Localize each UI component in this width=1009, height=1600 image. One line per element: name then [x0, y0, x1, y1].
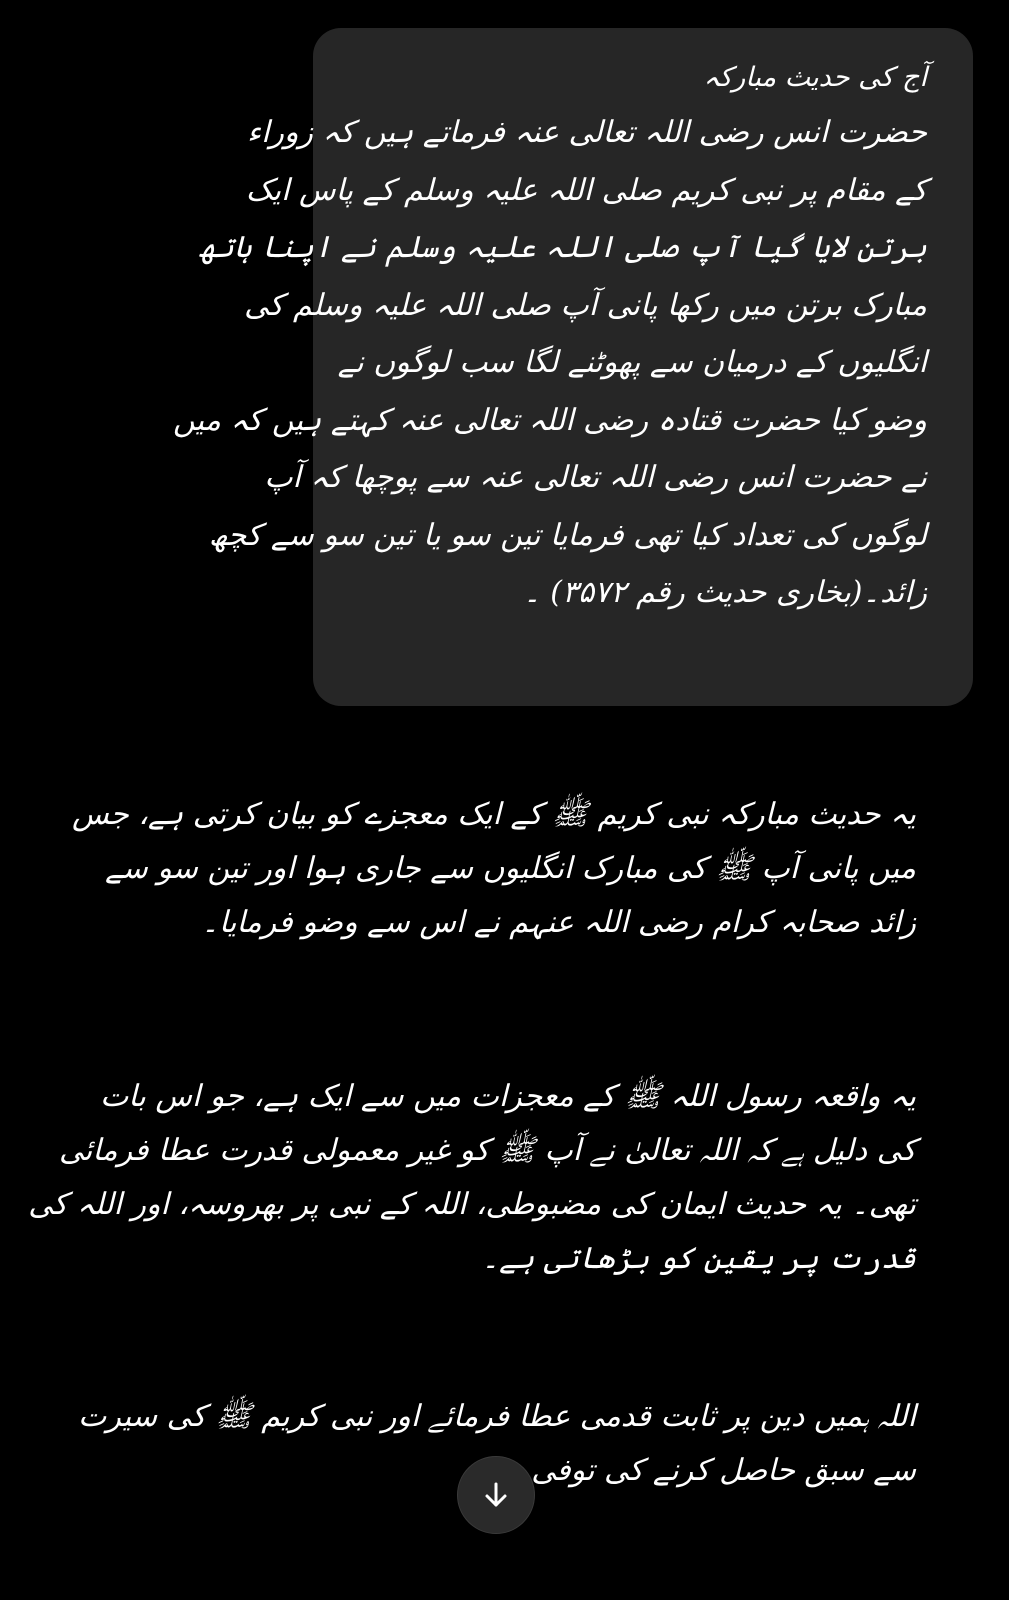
message-line: برتن لایا گیا آپ صلی اللہ علیہ وسلم نے اپنا ہاتھ [198, 230, 927, 265]
reply-line: میں پانی آپ ﷺ کی مبارک انگلیوں سے جاری ہوا اور تین سو سے [105, 851, 916, 886]
message-line: انگلیوں کے درمیان سے پھوٹنے لگا سب لوگوں نے [337, 345, 927, 380]
message-line: وضو کیا حضرت قتادہ رضی اللہ تعالی عنہ کہتے ہیں کہ میں [172, 402, 927, 438]
message-title: آج کی حدیث مبارکہ [703, 62, 927, 93]
message-body [172, 104, 927, 622]
message-line: لوگوں کی تعداد کیا تھی فرمایا تین سو یا تین سو سے کچھ [208, 517, 927, 553]
user-message-bubble [172, 28, 973, 706]
reply-line: یہ حدیث مبارکہ نبی کریم ﷺ کے ایک معجزے کو بیان کرتی ہے، جس [71, 797, 916, 832]
arrow-down-icon [480, 1479, 512, 1511]
message-line: زائد۔(بخاری حدیث رقم ۳۵۷۲) ۔ [523, 575, 927, 610]
reply-line: سے سبق حاصل کرنے کی توفی [531, 1453, 916, 1488]
assistant-reply-paragraph-2 [28, 1070, 916, 1286]
message-line: حضرت انس رضی اللہ تعالی عنہ فرماتے ہیں کہ زوراء [247, 115, 927, 150]
reply-line: یہ واقعہ رسول اللہ ﷺ کے معجزات میں سے ایک ہے، جو اس بات [100, 1079, 916, 1114]
message-line: مبارک برتن میں رکھا پانی آپ صلی اللہ علیہ وسلم کی [244, 287, 927, 323]
reply-line: کی دلیل ہے کہ اللہ تعالیٰ نے آپ ﷺ کو غیر معمولی قدرت عطا فرمائی [59, 1133, 916, 1168]
scroll-to-bottom-button[interactable] [457, 1456, 535, 1534]
reply-line: تھی۔ یہ حدیث ایمان کی مضبوطی، اللہ کے نبی پر بھروسہ، اور اللہ کی [28, 1187, 916, 1222]
message-line: نے حضرت انس رضی اللہ تعالی عنہ سے پوچھا کہ آپ [264, 460, 927, 495]
message-line: کے مقام پر نبی کریم صلی اللہ علیہ وسلم کے پاس ایک [245, 172, 927, 208]
reply-line: اللہ ہمیں دین پر ثابت قدمی عطا فرمائے اور نبی کریم ﷺ کی سیرت [78, 1399, 916, 1434]
reply-line: زائد صحابہ کرام رضی اللہ عنہم نے اس سے وضو فرمایا۔ [201, 905, 916, 940]
reply-line: قدرت پر یقین کو بڑھاتی ہے۔ [481, 1241, 916, 1276]
bottom-fade [0, 1530, 1009, 1600]
assistant-reply-paragraph-1 [62, 788, 916, 950]
